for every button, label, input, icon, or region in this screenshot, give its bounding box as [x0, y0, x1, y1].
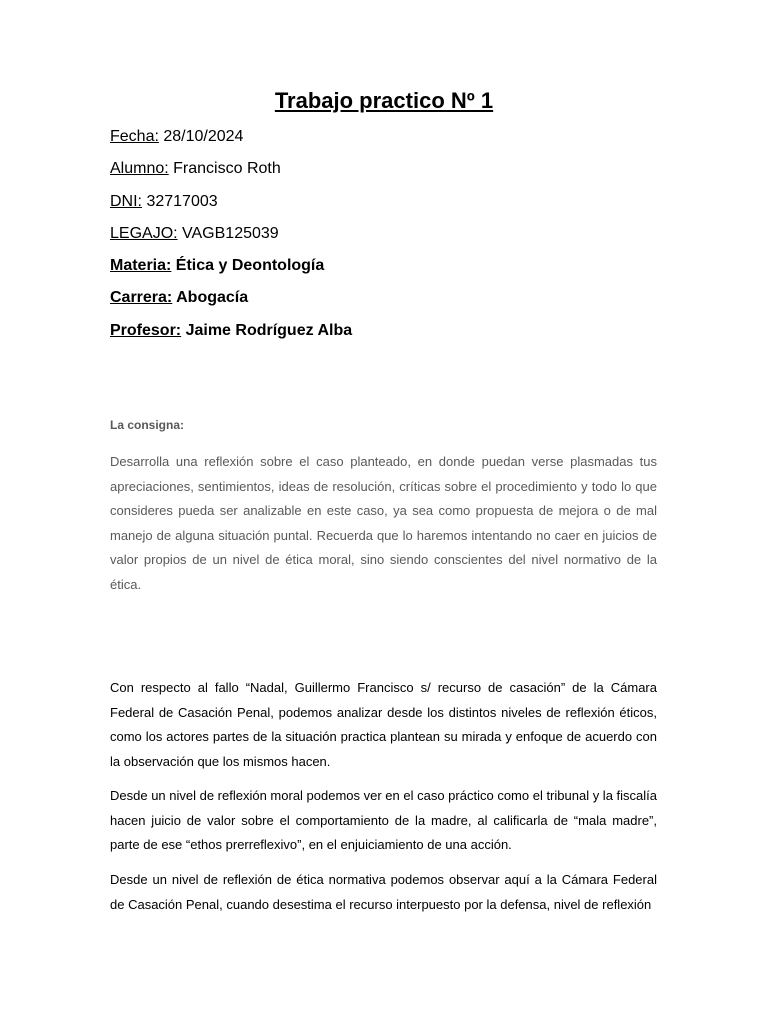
field-legajo-label: LEGAJO: [110, 224, 178, 242]
header-fields [110, 126, 670, 352]
field-fecha [110, 126, 670, 158]
field-materia [110, 255, 670, 287]
field-profesor-value: Jaime Rodríguez Alba [181, 321, 353, 339]
field-dni-value: 32717003 [142, 192, 218, 210]
body-paragraph: Desde un nivel de reflexión de ética normativa podemos observar aquí a la Cámara Federal de Casación Penal, cuando desestima el recurso interpuesto por la defensa, nivel de reflexión [110, 872, 657, 912]
field-carrera [110, 287, 670, 319]
field-profesor [110, 320, 670, 352]
field-fecha-value: 28/10/2024 [158, 128, 244, 145]
field-dni-label: DNI: [110, 192, 142, 210]
field-alumno [110, 158, 670, 190]
field-legajo-value: VAGB125039 [177, 224, 279, 242]
field-materia-label: Materia: [110, 257, 172, 275]
field-carrera-value: Abogacía [172, 289, 249, 307]
document-title [0, 86, 768, 116]
field-alumno-label: Alumno: [110, 160, 169, 178]
field-carrera-label: Carrera: [110, 289, 173, 307]
document-title-text: Trabajo practico Nº 1 [274, 88, 494, 113]
body-paragraph: Con respecto al fallo “Nadal, Guillermo Francisco s/ recurso de casación” de la Cámara Federal de Casación Penal, podemos analizar desde los distintos niveles de reflexión éticos, como los actores partes de la situación practica plantean su mirada y enfoque de acuerdo con la observación que los mismos hacen. [110, 680, 657, 769]
consigna-paragraph: Desarrolla una reflexión sobre el caso planteado, en donde puedan verse plasmadas tus apreciaciones, sentimientos, ideas de resolución, críticas sobre el procedimiento y todo lo que consideres pueda ser analizable en este caso, ya sea como propuesta de mejora o de mal manejo de alguna situación puntal. Recuerda que lo haremos intentando no caer en juicios de valor propios de un nivel de ética moral, sino siendo conscientes del nivel normativo de la ética. [110, 454, 657, 592]
field-materia-value: Ética y Deontología [171, 257, 325, 275]
consigna-heading: La consigna: [110, 418, 185, 432]
field-fecha-label: Fecha: [110, 128, 159, 145]
body-paragraph: Desde un nivel de reflexión moral podemos ver en el caso práctico como el tribunal y la fiscalía hacen juicio de valor sobre el comportamiento de la madre, al calificarla de “mala madre”, parte de ese “ethos prerreflexivo”, en el enjuiciamiento de una acción. [110, 788, 657, 852]
field-dni [110, 191, 670, 223]
field-alumno-value: Francisco Roth [168, 160, 281, 178]
field-profesor-label: Profesor: [110, 321, 182, 339]
field-legajo [110, 223, 670, 255]
